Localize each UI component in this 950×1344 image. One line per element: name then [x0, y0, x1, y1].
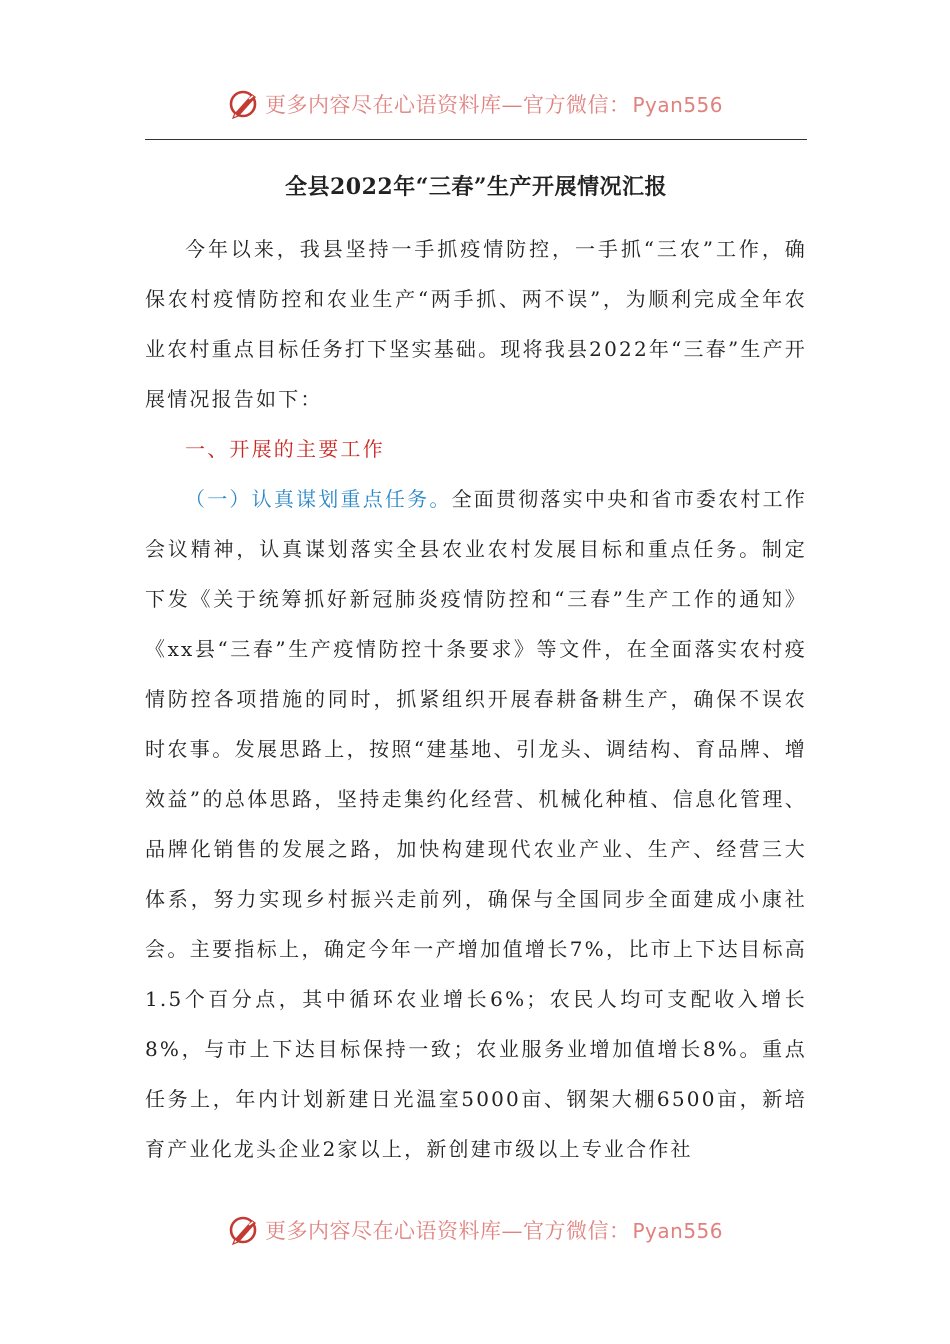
- pen-logo-icon: [227, 87, 261, 121]
- pen-logo-icon: [227, 1213, 261, 1247]
- document-body: [145, 224, 807, 1174]
- intro-paragraph: 今年以来，我县坚持一手抓疫情防控，一手抓“三农”工作，确保农村疫情防控和农业生产“两手抓、两不误”，为顺利完成全年农业农村重点目标任务打下坚实基础。现将我县2022年“三春”生产开展情况报告如下：: [145, 237, 807, 411]
- subsection-body: 全面贯彻落实中央和省市委农村工作会议精神，认真谋划落实全县农业农村发展目标和重点任务。制定下发《关于统筹抓好新冠肺炎疫情防控和“三春”生产工作的通知》《xx县“三春”生产疫情防控十条要求》等文件，在全面落实农村疫情防控各项措施的同时，抓紧组织开展春耕备耕生产，确保不误农时农事。发展思路上，按照“建基地、引龙头、调结构、育品牌、增效益”的总体思路，坚持走集约化经营、机械化种植、信息化管理、品牌化销售的发展之路，加快构建现代农业产业、生产、经营三大体系，努力实现乡村振兴走前列，确保与全国同步全面建成小康社会。主要指标上，确定今年一产增加值增长7%，比市上下达目标高1.5个百分点，其中循环农业增长6%；农民人均可支配收入增长8%，与市上下达目标保持一致；农业服务业增加值增长8%。重点任务上，年内计划新建日光温室5000亩、钢架大棚6500亩，新培育产业化龙头企业2家以上，新创建市级以上专业合作社: [145, 487, 807, 1161]
- banner-text: [265, 1215, 723, 1245]
- subsection-heading: （一）认真谋划重点任务。: [185, 487, 452, 511]
- subsection-paragraph: [145, 474, 807, 1174]
- wechat-id: Pyan556: [632, 93, 723, 117]
- footer-watermark-banner: [0, 1208, 950, 1252]
- document-title: 全县2022年“三春”生产开展情况汇报: [284, 174, 668, 200]
- section-heading: 一、开展的主要工作: [185, 437, 385, 461]
- banner-label: 更多内容尽在心语资料库—官方微信：: [264, 93, 631, 117]
- header-watermark-banner: [0, 82, 950, 126]
- header-divider: [145, 139, 807, 140]
- wechat-id: Pyan556: [632, 1219, 723, 1243]
- banner-label: 更多内容尽在心语资料库—官方微信：: [264, 1219, 631, 1243]
- banner-text: [265, 89, 723, 119]
